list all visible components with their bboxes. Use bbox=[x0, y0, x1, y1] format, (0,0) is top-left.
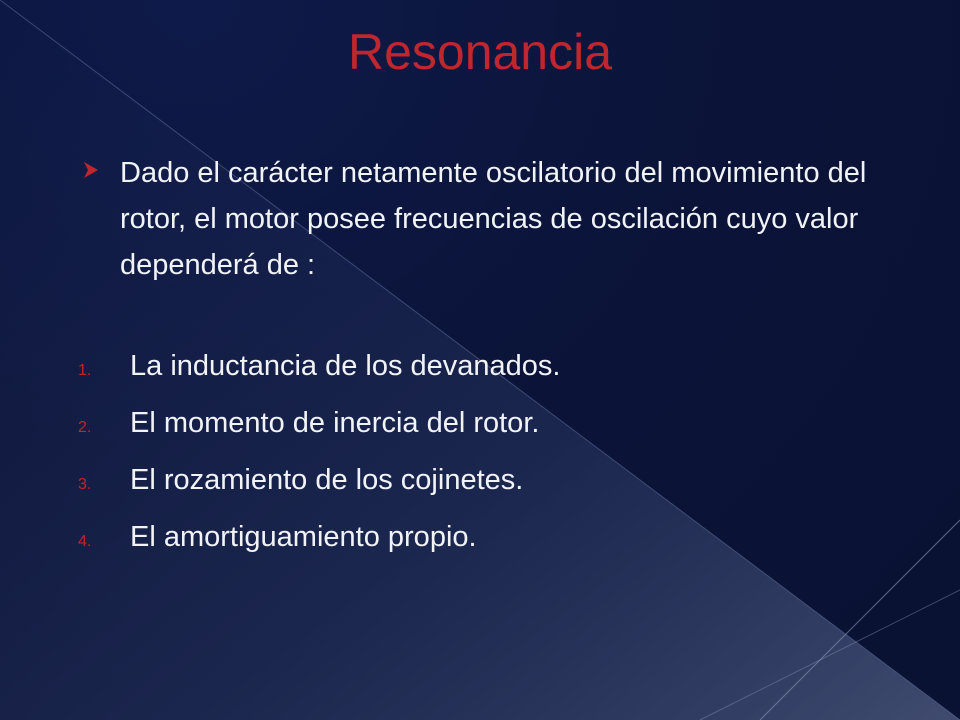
list-item bbox=[78, 407, 918, 464]
numbered-list bbox=[78, 350, 918, 578]
arrow-right-icon bbox=[80, 159, 102, 181]
list-item-number: 2. bbox=[78, 419, 92, 436]
list-item bbox=[78, 521, 918, 578]
list-item-number: 3. bbox=[78, 476, 92, 493]
list-item-text: El rozamiento de los cojinetes. bbox=[130, 464, 524, 496]
list-item-number: 4. bbox=[78, 533, 92, 550]
bullet-text: Dado el carácter netamente oscilatorio del movimiento del rotor, el motor posee frecuencias de oscilación cuyo valor dependerá de : bbox=[120, 157, 867, 281]
bullet-paragraph bbox=[80, 150, 900, 288]
list-item bbox=[78, 464, 918, 521]
list-item-text: El momento de inercia del rotor. bbox=[130, 407, 540, 439]
list-item-text: El amortiguamiento propio. bbox=[130, 521, 477, 553]
bullet-row bbox=[80, 150, 900, 288]
slide-title: Resonancia bbox=[347, 24, 613, 80]
list-item-number: 1. bbox=[78, 362, 92, 379]
list-item-text: La inductancia de los devanados. bbox=[130, 350, 561, 382]
list-item bbox=[78, 350, 918, 407]
